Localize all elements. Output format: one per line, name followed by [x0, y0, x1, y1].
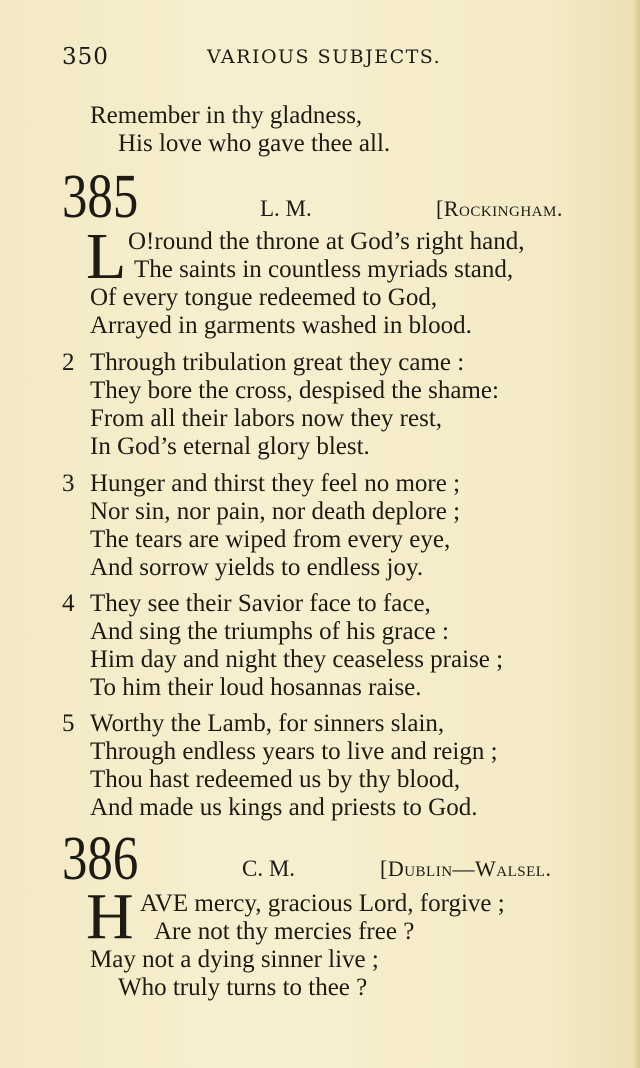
hymn-line: His love who gave thee all.	[118, 130, 391, 157]
hymn-line: AVE mercy, gracious Lord, forgive ;	[140, 890, 505, 917]
verse-number: 4	[62, 590, 75, 617]
verse-number: 5	[62, 710, 75, 737]
hymn-meter: L. M.	[260, 196, 312, 221]
hymn-line: O!round the throne at God’s right hand,	[128, 228, 525, 255]
hymn-line: Through endless years to live and reign ;	[90, 738, 498, 765]
hymn-line: Arrayed in garments washed in blood.	[90, 312, 472, 339]
hymn-line: Thou hast redeemed us by thy blood,	[90, 766, 461, 793]
drop-cap: L	[86, 220, 127, 293]
drop-cap: H	[86, 880, 134, 953]
hymn-number: 385	[62, 163, 139, 231]
hymn-line: From all their labors now they rest,	[90, 405, 443, 432]
hymn-line: Remember in thy gladness,	[90, 102, 363, 129]
hymn-line: They bore the cross, despised the shame:	[90, 377, 499, 404]
hymn-line: The saints in countless myriads stand,	[134, 256, 514, 283]
tune-name: [Rockingham.	[436, 196, 563, 221]
hymn-line: Through tribulation great they came :	[90, 349, 465, 376]
running-title: VARIOUS SUBJECTS.	[207, 46, 442, 68]
hymn-line: And made us kings and priests to God.	[90, 794, 478, 821]
hymn-line: Who truly turns to thee ?	[118, 974, 368, 1001]
hymn-number: 386	[62, 825, 139, 893]
hymn-meter: C. M.	[242, 856, 296, 881]
hymn-line: Are not thy mercies free ?	[154, 918, 415, 945]
verse-number: 3	[62, 470, 75, 497]
hymn-line: Him day and night they ceaseless praise ;	[90, 646, 504, 673]
hymn-line: They see their Savior face to face,	[90, 590, 431, 617]
hymn-line: Hunger and thirst they feel no more ;	[90, 470, 461, 497]
hymn-line: And sorrow yields to endless joy.	[90, 554, 424, 581]
page-number: 350	[62, 44, 109, 70]
page-edge	[634, 0, 640, 1068]
hymn-line: Nor sin, nor pain, nor death deplore ;	[90, 498, 461, 525]
hymn-line: May not a dying sinner live ;	[90, 946, 379, 973]
hymn-line: To him their loud hosannas raise.	[90, 674, 422, 701]
hymn-line: Of every tongue redeemed to God,	[90, 284, 438, 311]
hymn-line: In God’s eternal glory blest.	[90, 433, 370, 460]
hymn-line: Worthy the Lamb, for sinners slain,	[90, 710, 445, 737]
page-header	[62, 44, 622, 76]
hymn-line: The tears are wiped from every eye,	[90, 526, 451, 553]
tune-name: [Dublin—Walsel.	[380, 856, 552, 881]
verse-number: 2	[62, 349, 75, 376]
hymn-line: And sing the triumphs of his grace :	[90, 618, 449, 645]
